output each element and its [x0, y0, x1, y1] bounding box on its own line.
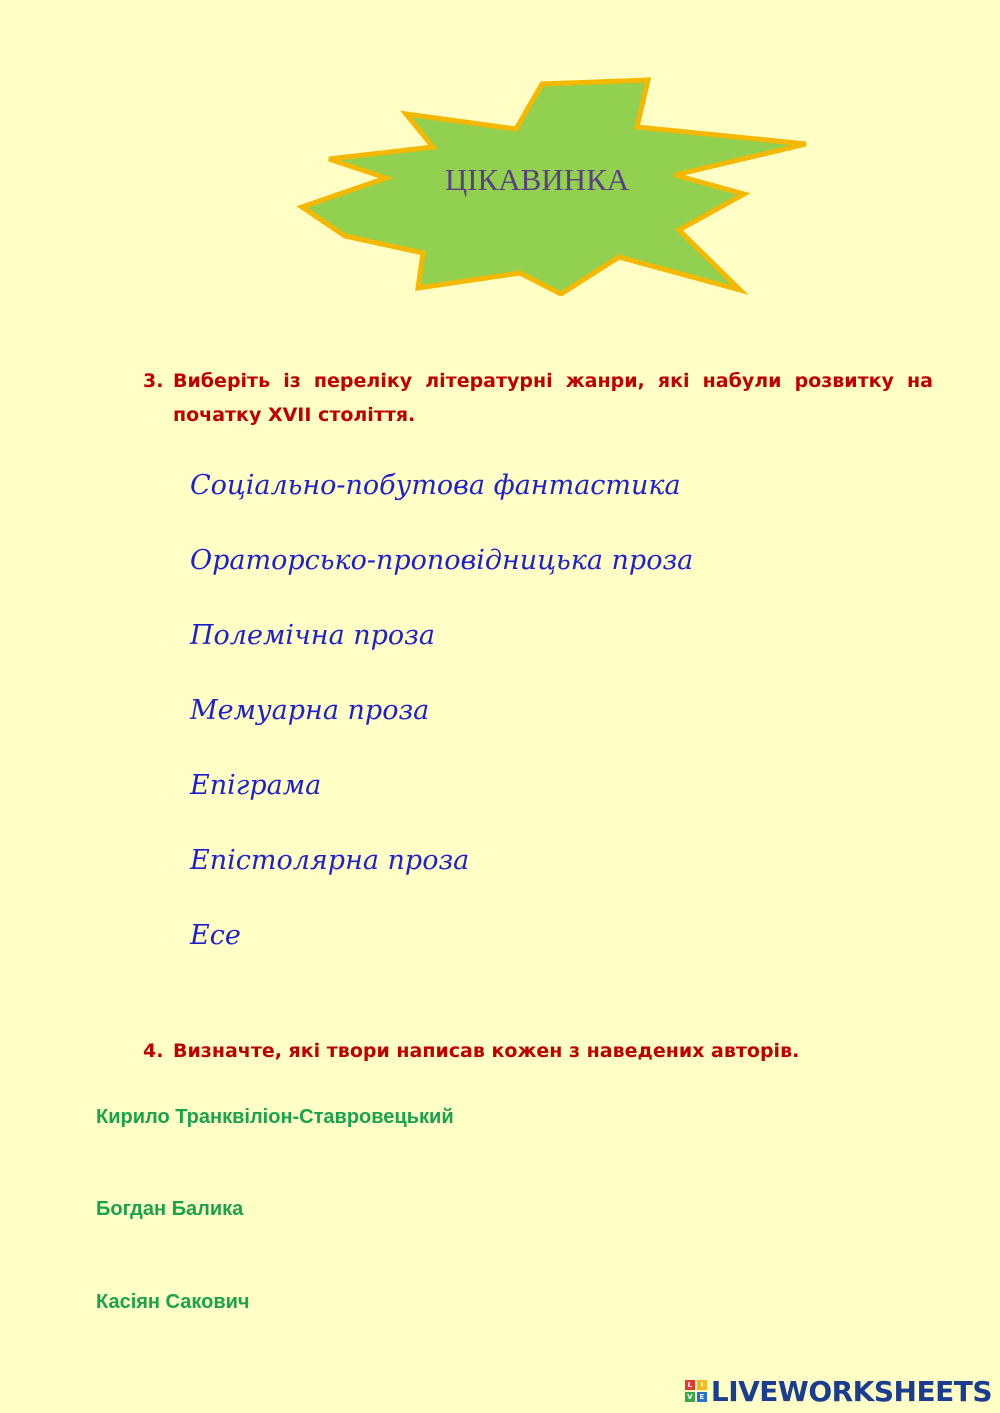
liveworksheets-wordmark: LIVEWORKSHEETS [710, 1374, 992, 1408]
genre-option[interactable]: Епіграма [190, 770, 322, 801]
question-4-text: Визначте, які твори написав кожен з наведених авторів. [173, 1040, 800, 1062]
genre-option[interactable]: Полемічна проза [190, 620, 436, 651]
genre-option[interactable]: Соціально-побутова фантастика [190, 470, 681, 501]
question-3-text: Виберіть із переліку літературні жанри, які набули розвитку на початку XVII століття. [173, 370, 933, 426]
liveworksheets-brand [685, 1373, 992, 1409]
author-label: Касіян Сакович [96, 1291, 250, 1313]
genre-option[interactable]: Есе [190, 920, 241, 951]
genre-option[interactable]: Мемуарна проза [190, 695, 430, 726]
question-4 [143, 1034, 933, 1068]
question-3 [143, 364, 933, 432]
banner-starburst [296, 76, 812, 296]
genre-option[interactable]: Ораторсько-проповідницька проза [190, 545, 694, 576]
author-label: Кирило Транквіліон-Ставровецький [96, 1106, 454, 1128]
author-label: Богдан Балика [96, 1198, 244, 1220]
question-3-number: 3. [143, 370, 164, 392]
question-4-number: 4. [143, 1040, 164, 1062]
genre-option[interactable]: Епістолярна проза [190, 845, 470, 876]
banner-title: ЦІКАВИНКА [444, 162, 630, 197]
liveworksheets-logo-icon: L I V E [685, 1380, 707, 1402]
